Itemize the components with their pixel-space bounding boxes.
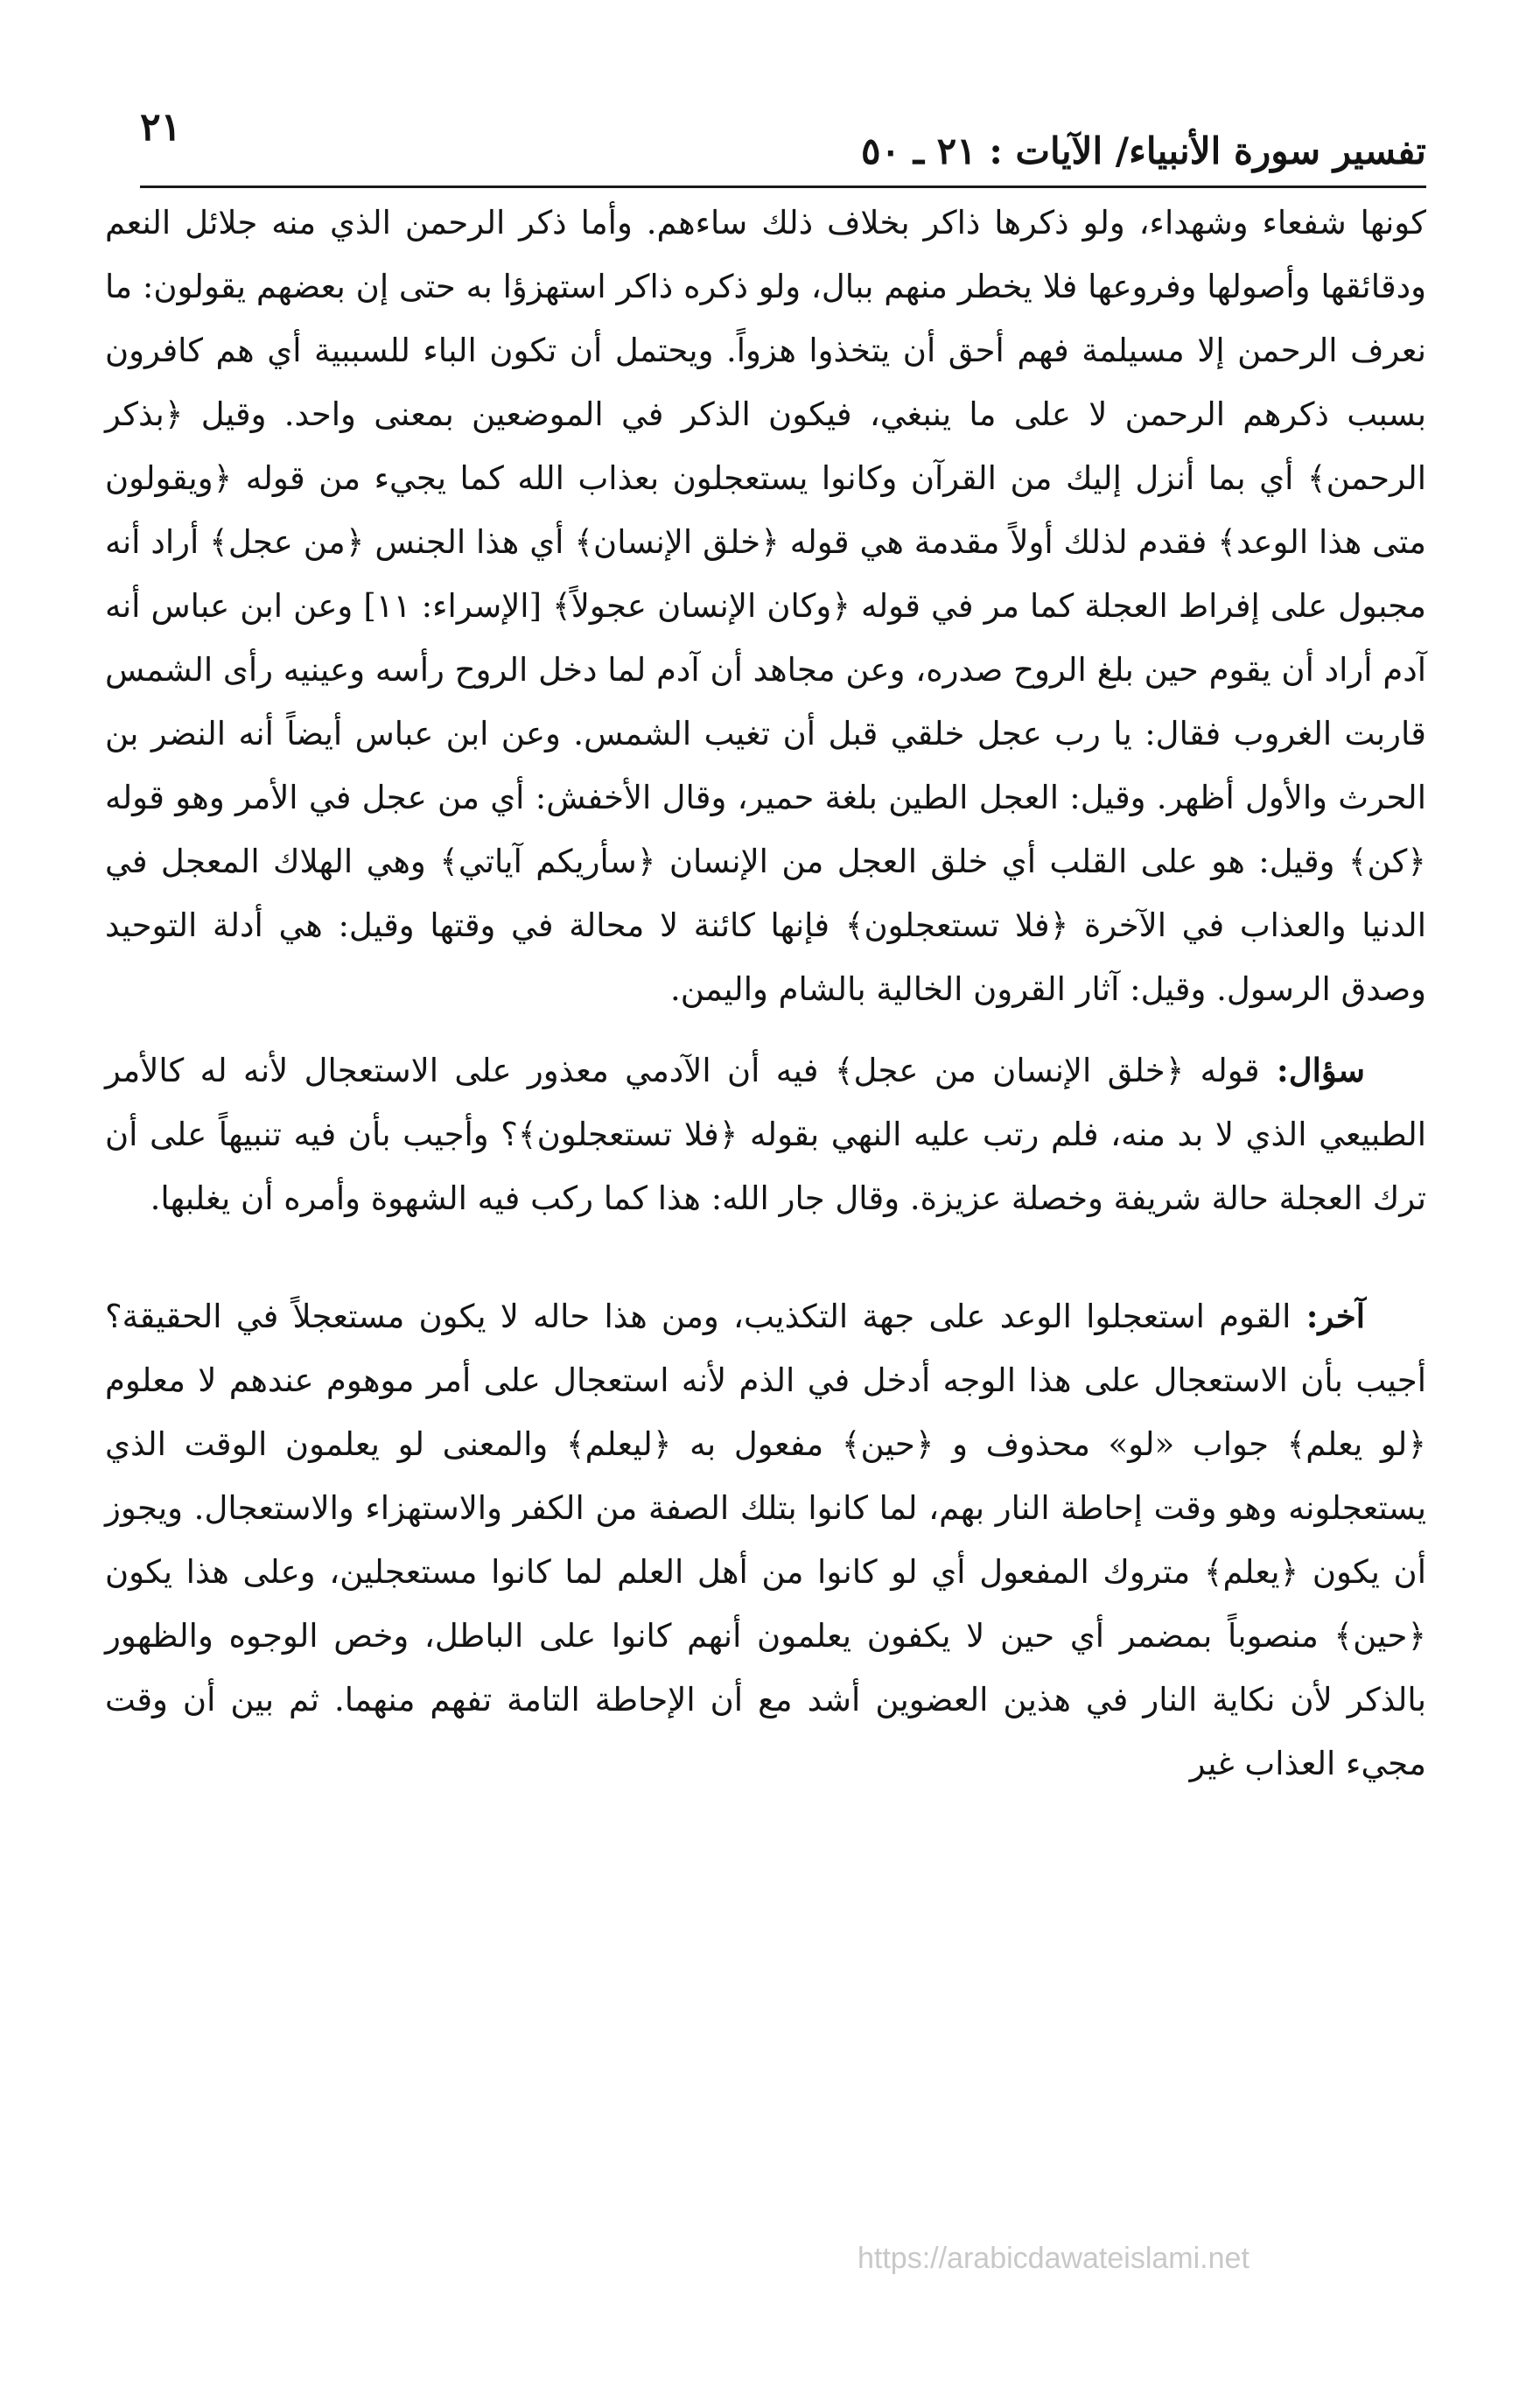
question-label: سؤال: (1259, 1051, 1365, 1089)
page-header (140, 105, 1426, 184)
paragraph-text: كونها شفعاء وشهداء، ولو ذكرها ذاكر بخلاف ذلك ساءهم. وأما ذكر الرحمن الذي منه جلائل النعم ودقائقها وأصولها وفروعها فلا يخطر منهم ببال، ولو ذكره ذاكر استهزؤا به حتى إن بعضهم يقولون: ما نعرف الرحمن إلا مسيلمة فهم أحق أن يتخذوا هزواً. ويحتمل أن تكون الباء للسببية أي هم كافرون بسبب ذكرهم الرحمن لا على ما ينبغي، فيكون الذكر في الموضعين بمعنى واحد. وقيل ﴿بذكر الرحمن﴾ أي بما أنزل إليك من القرآن وكانوا يستعجلون بعذاب الله كما يجيء من قوله ﴿ويقولون متى هذا الوعد﴾ فقدم لذلك أولاً مقدمة هي قوله ﴿خلق الإنسان﴾ أي هذا الجنس ﴿من عجل﴾ أراد أنه مجبول على إفراط العجلة كما مر في قوله ﴿وكان الإنسان عجولاً﴾ [الإسراء: ١١] وعن ابن عباس أنه آدم أراد أن يقوم حين بلغ الروح صدره، وعن مجاهد أن آدم لما دخل الروح رأسه وعينيه رأى الشمس قاربت الغروب فقال: يا رب عجل خلقي قبل أن تغيب الشمس. وعن ابن عباس أيضاً أنه النضر بن الحرث والأول أظهر. وقيل: العجل الطين بلغة حمير، وقال الأخفش: أي من عجل في الأمر وهو قوله ﴿كن﴾ وقيل: هو على القلب أي خلق العجل من الإنسان ﴿سأريكم آياتي﴾ وهي الهلاك المعجل في الدنيا والعذاب في الآخرة ﴿فلا تستعجلون﴾ فإنها كائنة لا محالة في وقتها وقيل: هي أدلة التوحيد وصدق الرسول. وقيل: آثار القرون الخالية بالشام واليمن. (105, 204, 1427, 1008)
header-divider (140, 186, 1426, 188)
body-text (105, 191, 1426, 1796)
running-title: تفسير سورة الأنبياء/ الآيات : ٢١ ـ ٥٠ (860, 130, 1426, 172)
paragraph-text: القوم استعجلوا الوعد على جهة التكذيب، ومن هذا حاله لا يكون مستعجلاً في الحقيقة؟ أجيب بأن الاستعجال على هذا الوجه أدخل في الذم لأنه استعجال على أمر موهوم عندهم لا معلوم ﴿لو يعلم﴾ جواب «لو» محذوف و ﴿حين﴾ مفعول به ﴿ليعلم﴾ والمعنى لو يعلمون الوقت الذي يستعجلونه وهو وقت إحاطة النار بهم، لما كانوا بتلك الصفة من الكفر والاستهزاء والاستعجال. ويجوز أن يكون ﴿يعلم﴾ متروك المفعول أي لو كانوا من أهل العلم لما كانوا مستعجلين، وعلى هذا يكون ﴿حين﴾ منصوباً بمضمر أي حين لا يكفون يعلمون أنهم كانوا على الباطل، وخص الوجوه والظهور بالذكر لأن نكاية النار في هذين العضوين أشد مع أن الإحاطة التامة تفهم منهما. ثم بين أن وقت مجيء العذاب غير (105, 1298, 1426, 1782)
paragraph-another-question (105, 1284, 1426, 1796)
paragraph-commentary (105, 191, 1426, 1021)
paragraph-text: قوله ﴿خلق الإنسان من عجل﴾ فيه أن الآدمي معذور على الاستعجال لأنه له كالأمر الطبيعي الذي لا بد منه، فلم رتب عليه النهي بقوله ﴿فلا تستعجلون﴾؟ وأجيب بأن فيه تنبيهاً على أن ترك العجلة حالة شريفة وخصلة عزيزة. وقال جار الله: هذا كما ركب فيه الشهوة وأمره أن يغلبها. (105, 1052, 1426, 1217)
website-watermark: https://arabicdawateislami.net (858, 2242, 1250, 2275)
page-number: ٢١ (140, 105, 182, 150)
paragraph-question (105, 1039, 1426, 1230)
another-question-label: آخر: (1291, 1297, 1365, 1335)
